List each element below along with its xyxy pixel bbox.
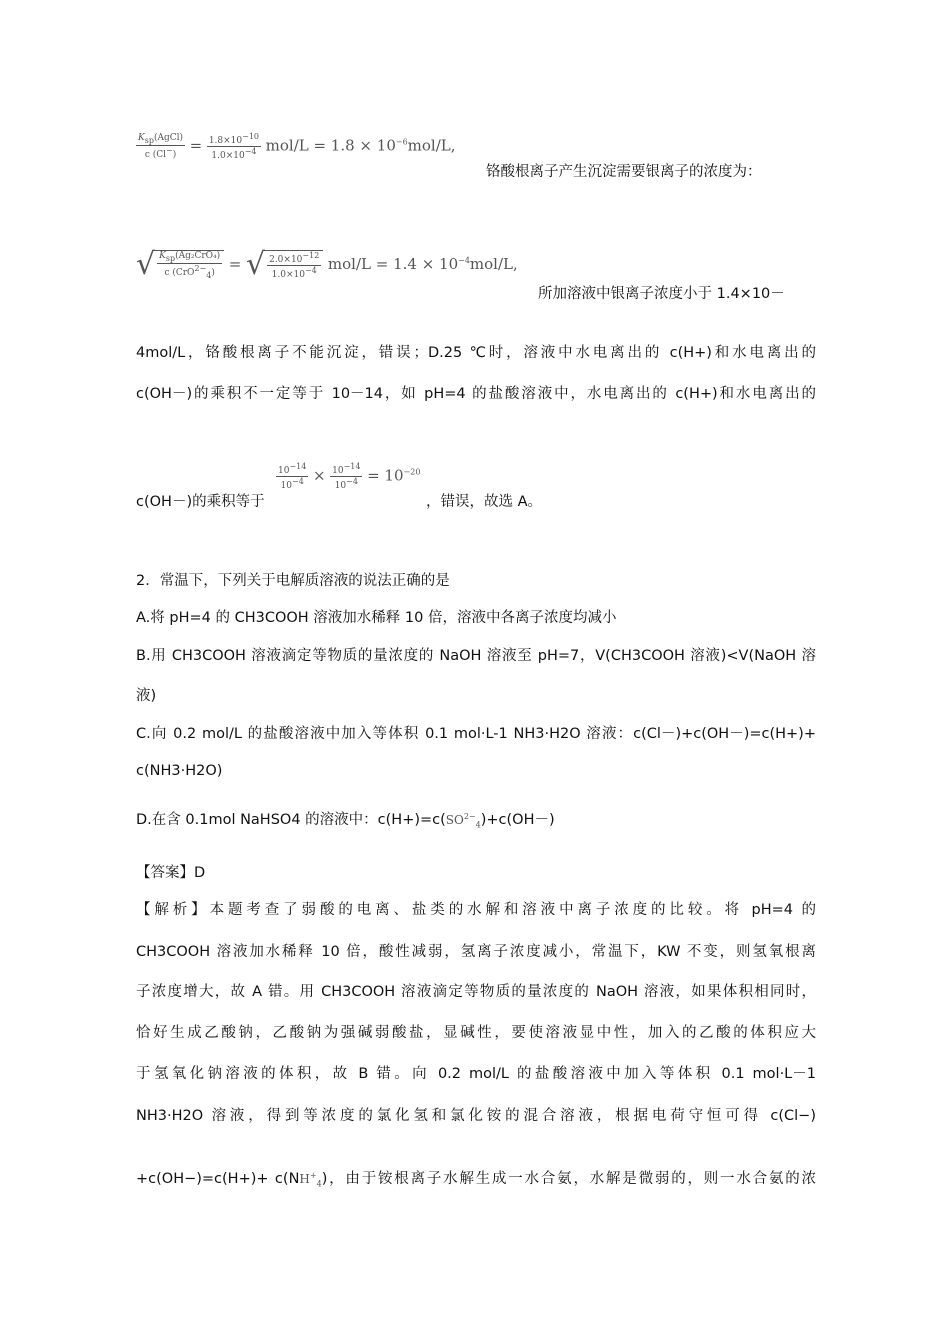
option-c-line-1: C.向 0.2 mol/L 的盐酸溶液中加入等体积 0.1 mol·L-1 NH3·H2O 溶液：c(Cl－)+c(OH－)=c(H+)+ bbox=[136, 726, 816, 742]
explanation-line-1: 【解析】本题考查了弱酸的电离、盐类的水解和溶液中离子浓度的比较。将 pH=4 的 bbox=[136, 902, 816, 918]
answer-label: 【答案】D bbox=[136, 865, 206, 881]
option-b-line-1: B.用 CH3COOH 溶液滴定等物质的量浓度的 NaOH 溶液至 pH=7，V(CH3COOH 溶液)<V(NaOH 溶 bbox=[136, 648, 816, 664]
line-1-text: 铬酸根离子产生沉淀需要银离子的浓度为： bbox=[486, 164, 762, 180]
sqrt-sign-icon: √ bbox=[245, 247, 266, 282]
option-b-line-2: 液) bbox=[136, 688, 157, 704]
explanation-line-4: 恰好生成乙酸钠，乙酸钠为强碱弱酸盐，显碱性，要使溶液显中性，加入的乙酸的体积应大 bbox=[136, 1025, 816, 1041]
ammonium-ion-formula: $H^+_4$ bbox=[299, 1171, 322, 1189]
explanation-line-7: $+c(OH-)=c(H+)+ c(NH^+_4)$，由于铵根离子水解生成一水合氨，水解是微弱的，则一水合氨的浓 bbox=[136, 1171, 817, 1189]
formula-ksp-ag2cro4: √ $\frac{K_{sp}(Ag_2CrO_4)}{c (CrO^{2-}_4)}$ = √ $\frac{2.0\times 10^{-12}}{1.0\times 10^{-4}}$ $mol/L = 1.4 \times 10^{-4}mol/L$, bbox=[136, 247, 518, 282]
explanation-line-3: 子浓度增大，故 A 错。用 CH3COOH 溶液滴定等物质的量浓度的 NaOH 溶液，如果体积相同时， bbox=[136, 984, 816, 1000]
explanation-line-6: NH3·H2O 溶液，得到等浓度的氯化氢和氯化铵的混合溶液，根据电荷守恒可得 c(Cl−) bbox=[136, 1108, 816, 1124]
sulfate-ion-formula: $SO^{2-}_4$ bbox=[445, 812, 481, 830]
option-d: D.在含 0.1mol NaHSO4 的溶液中：$c(H+)=c(SO^{2-}_4)+c(OH-)$ bbox=[136, 812, 555, 830]
line-5-suffix: ，错误，故选 A。 bbox=[426, 494, 543, 510]
formula-kw-product: $\frac{10^{-14}}{10^{-4}}$ × $\frac{10^{-14}}{10^{-4}}$ = $10^{-20}$ bbox=[278, 462, 421, 491]
explanation-line-2: CH3COOH 溶液加水稀释 10 倍，酸性减弱，氢离子浓度减小，常温下，KW 不变，则氢氧根离 bbox=[136, 944, 816, 960]
formula-ksp-agcl: $\frac{K_{sp}(AgCl)}{c (Cl^-)}$ = $\frac{1.8\times 10^{-10}}{1.0\times 10^{-4}}$ $mol/L = 1.8 \times 10^{-6}mol/L$, bbox=[138, 132, 456, 161]
line-4-text: c(OH－)的乘积不一定等于 10－14，如 pH=4 的盐酸溶液中，水电离出的 c(H+)和水电离出的 bbox=[136, 386, 816, 402]
question-2-title: 2．常温下，下列关于电解质溶液的说法正确的是 bbox=[136, 573, 450, 589]
line-3-text: 4mol/L，铬酸根离子不能沉淀，错误；D.25 ℃时，溶液中水电离出的 c(H+)和水电离出的 bbox=[136, 345, 816, 361]
line-5-prefix: c(OH－)的乘积等于 bbox=[136, 494, 265, 510]
line-2-text: 所加溶液中银离子浓度小于 1.4×10－ bbox=[538, 286, 785, 302]
option-a: A.将 pH=4 的 CH3COOH 溶液加水稀释 10 倍，溶液中各离子浓度均减小 bbox=[136, 610, 617, 626]
explanation-line-5: 于氢氧化钠溶液的体积，故 B 错。向 0.2 mol/L 的盐酸溶液中加入等体积 0.1 mol·L－1 bbox=[136, 1066, 816, 1082]
option-c-line-2: c(NH3·H2O) bbox=[136, 763, 223, 779]
sqrt-sign-icon: √ bbox=[136, 247, 156, 282]
